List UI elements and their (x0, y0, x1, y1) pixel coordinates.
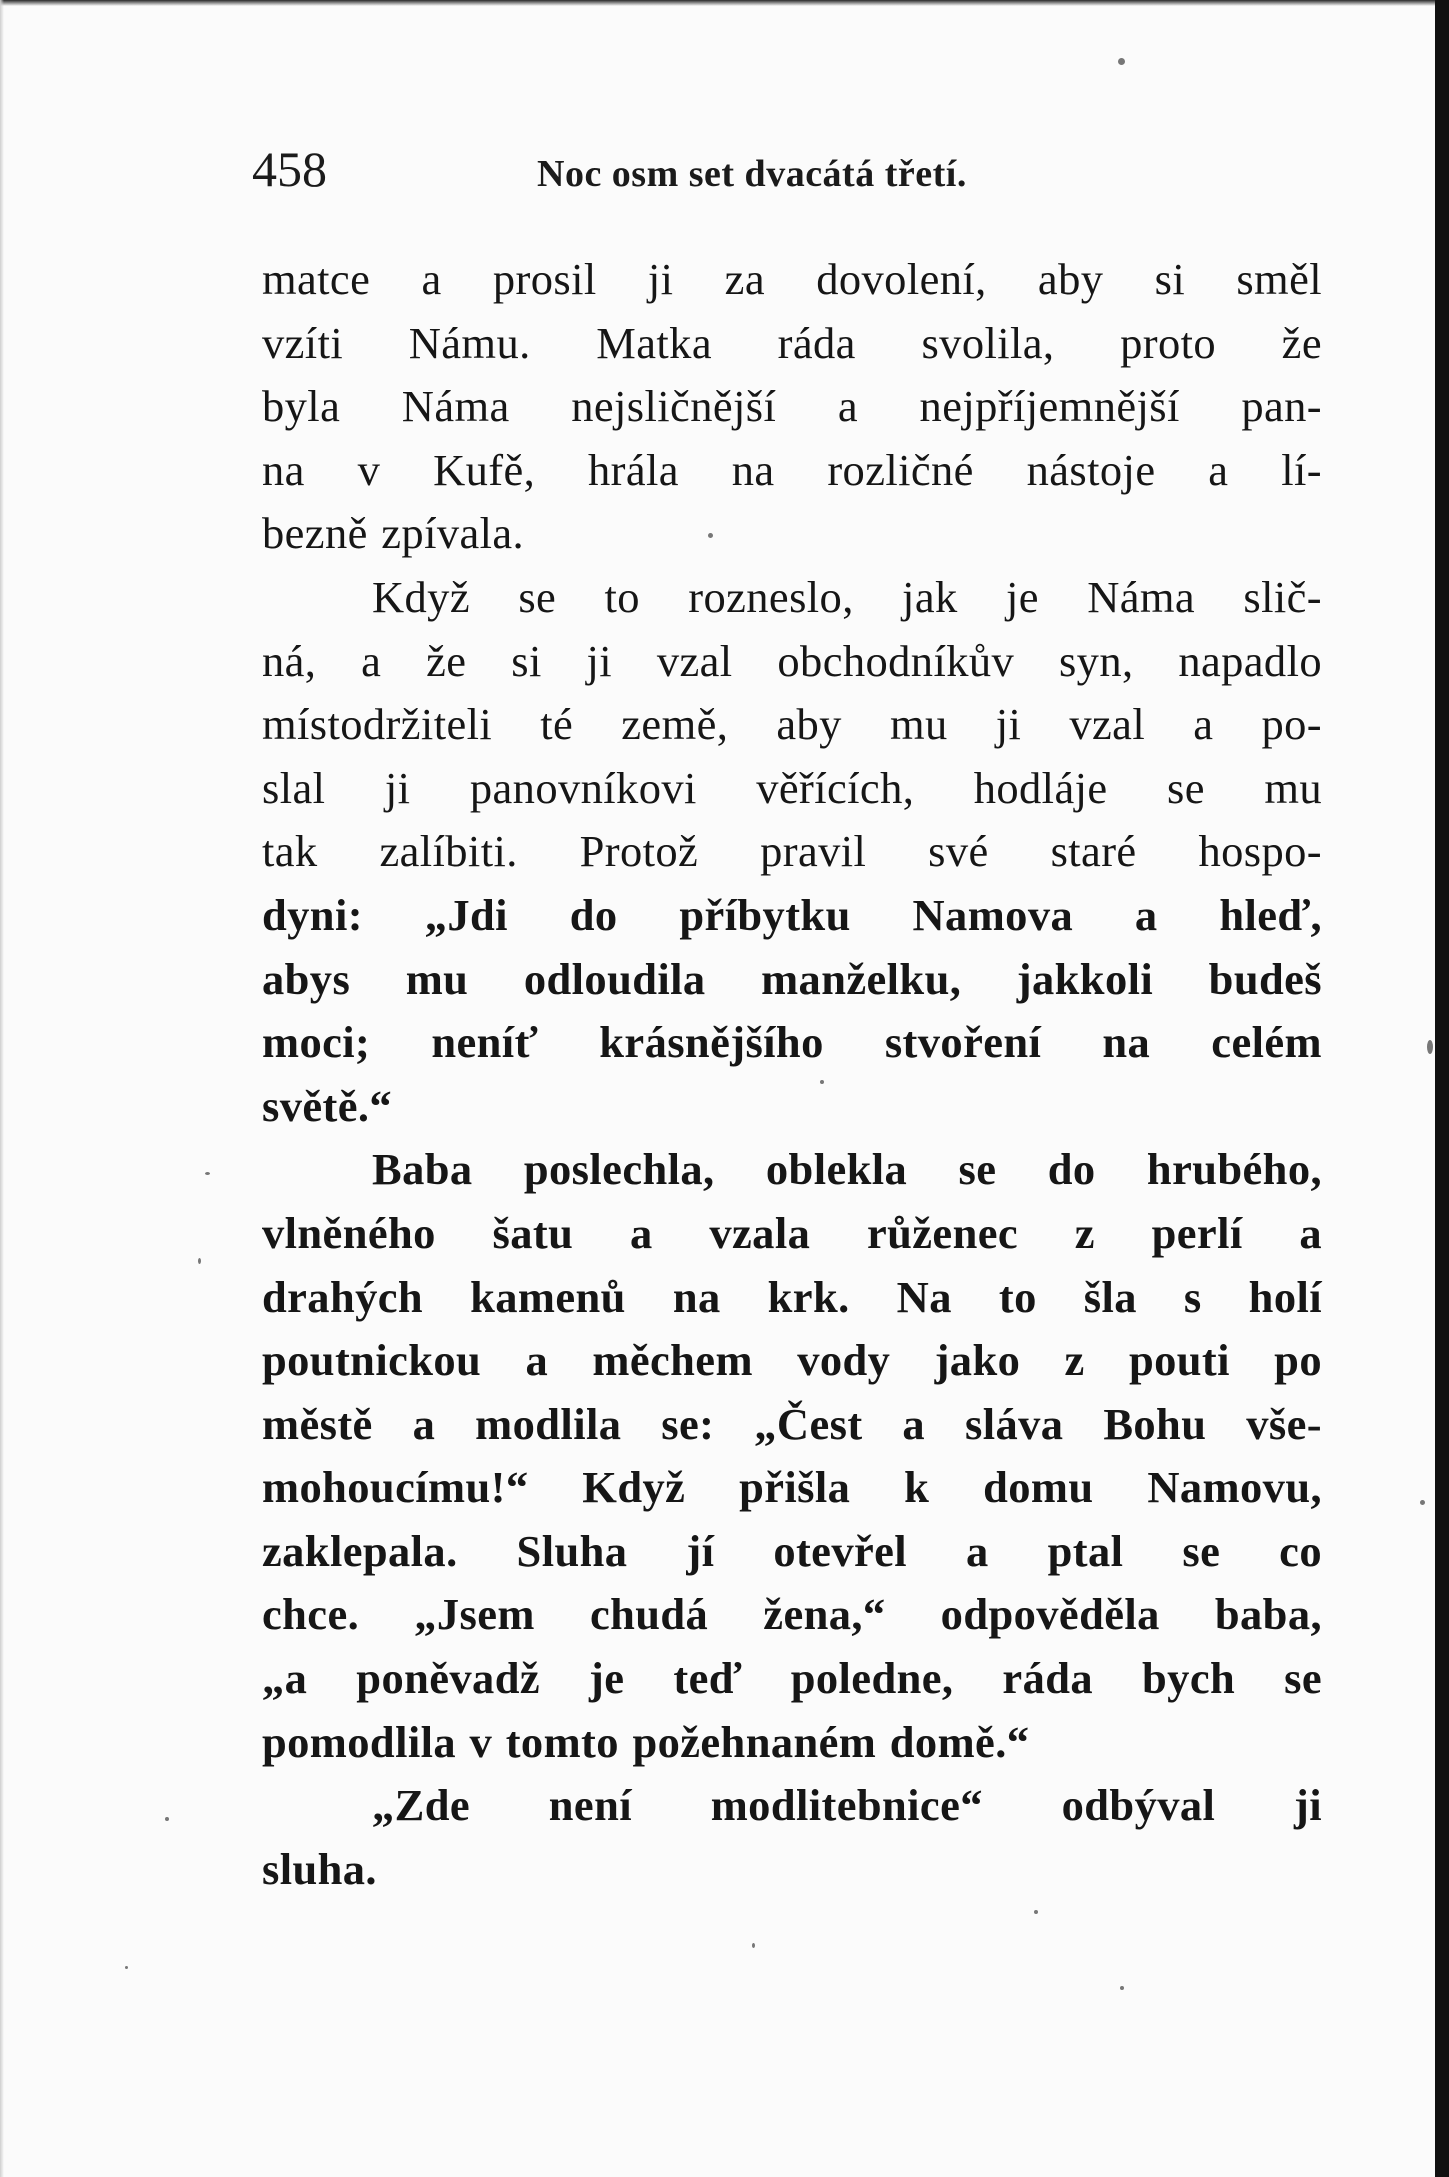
text-line: matce a prosil ji za dovolení, aby si směl (262, 254, 1322, 304)
text-line: na v Kufě, hrála na rozličné nástoje a lí- (262, 444, 1322, 495)
text-line: „a poněvadž je teď poledne, ráda bych se (262, 1653, 1322, 1704)
text-line: městě a modlila se: „Čest a sláva Bohu vše- (262, 1398, 1322, 1449)
text-line: byla Náma nejsličnější a nejpříjemnější pan- (262, 381, 1322, 432)
scan-edge-left (0, 0, 4, 2177)
text-line: tak zalíbiti. Protož pravil své staré hospo- (262, 826, 1322, 877)
text-line: mohoucímu!“ Když přišla k domu Namovu, (262, 1462, 1322, 1513)
running-head: Noc osm set dvacátá třetí. (537, 153, 967, 195)
body-text (262, 248, 1322, 1901)
text-line: Baba poslechla, oblekla se do hrubého, (372, 1144, 1322, 1195)
text-line: pomodlila v tomto požehnaném domě.“ (262, 1716, 1030, 1767)
text-line: ná, a že si ji vzal obchodníkův syn, napadlo (262, 635, 1322, 686)
text-line: místodržiteli té země, aby mu ji vzal a po- (262, 699, 1322, 750)
text-line: drahých kamenů na krk. Na to šla s holí (262, 1271, 1322, 1322)
text-line: světě.“ (262, 1080, 393, 1131)
text-line: abys mu odloudila manželku, jakkoli budeš (262, 953, 1322, 1004)
page-header (252, 140, 1322, 200)
text-line: dyni: „Jdi do příbytku Namova a hleď, (262, 889, 1322, 940)
text-line: slal ji panovníkovi věřících, hodláje se mu (262, 762, 1322, 813)
text-line: bezně zpívala. (262, 508, 525, 559)
text-line: „Zde není modlitebnice“ odbýval ji (372, 1780, 1322, 1831)
text-line: zaklepala. Sluha jí otevřel a ptal se co (262, 1525, 1322, 1576)
text-line: moci; neníť krásnějšího stvoření na celém (262, 1017, 1322, 1068)
scan-edge-right (1435, 0, 1449, 2177)
text-line: Když se to rozneslo, jak je Náma slič- (372, 571, 1322, 622)
page-number: 458 (252, 141, 327, 197)
text-line: poutnickou a měchem vody jako z pouti po (262, 1335, 1322, 1386)
scan-edge-top (0, 0, 1449, 6)
text-line: vzíti Námu. Matka ráda svolila, proto že (262, 317, 1322, 368)
text-line: sluha. (262, 1843, 377, 1894)
text-line: vlněného šatu a vzala růženec z perlí a (262, 1207, 1322, 1258)
text-line: chce. „Jsem chudá žena,“ odpověděla baba, (262, 1589, 1322, 1640)
